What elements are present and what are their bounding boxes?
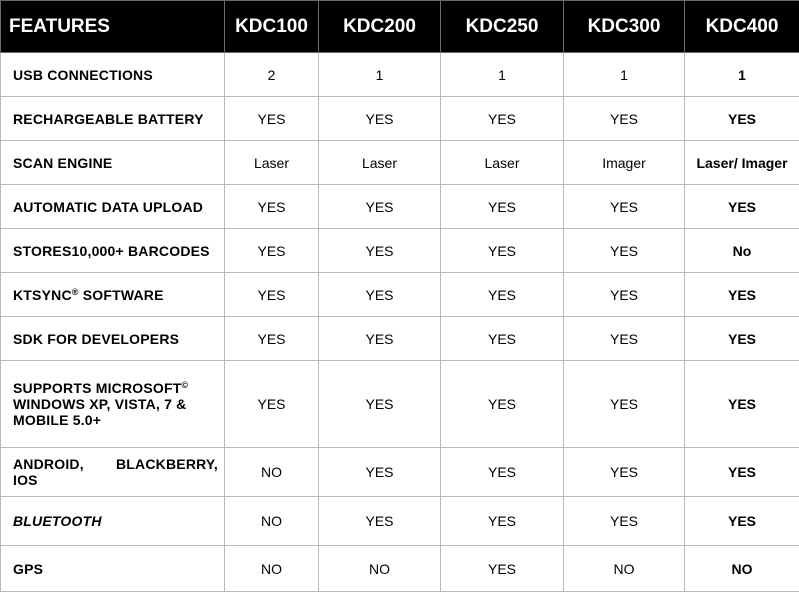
table-cell: YES: [685, 317, 799, 361]
table-cell: YES: [319, 361, 441, 448]
feature-label-suffix: SOFTWARE: [78, 286, 164, 303]
feature-label: USB CONNECTIONS: [1, 53, 225, 97]
table-row: [1, 546, 799, 592]
table-cell: 1: [564, 53, 685, 97]
table-cell: YES: [564, 361, 685, 448]
table-cell: YES: [441, 273, 564, 317]
table-row: [1, 53, 799, 97]
table-cell: YES: [441, 185, 564, 229]
header-model: KDC400: [685, 1, 799, 53]
table-cell: YES: [225, 97, 319, 141]
table-cell: Imager: [564, 141, 685, 185]
table-cell: YES: [319, 317, 441, 361]
header-features: FEATURES: [1, 1, 225, 53]
table-cell: YES: [319, 273, 441, 317]
header-model: KDC100: [225, 1, 319, 53]
table-cell: YES: [685, 497, 799, 546]
table-cell: No: [685, 229, 799, 273]
table-row: [1, 185, 799, 229]
header-row: [1, 1, 799, 53]
table-row: [1, 141, 799, 185]
table-cell: YES: [564, 497, 685, 546]
table-cell: YES: [685, 185, 799, 229]
table-cell: YES: [441, 361, 564, 448]
table-cell: YES: [685, 97, 799, 141]
table-cell: 1: [685, 53, 799, 97]
feature-label: [1, 273, 225, 317]
table-cell: YES: [319, 229, 441, 273]
table-cell: Laser: [319, 141, 441, 185]
header-model: KDC200: [319, 1, 441, 53]
table-cell: YES: [685, 448, 799, 497]
table-cell: NO: [225, 448, 319, 497]
table-cell: YES: [441, 448, 564, 497]
feature-label: STORES10,000+ BARCODES: [1, 229, 225, 273]
table-cell: NO: [564, 546, 685, 592]
table-row: [1, 97, 799, 141]
table-cell: YES: [319, 185, 441, 229]
table-row: [1, 273, 799, 317]
header-model: KDC300: [564, 1, 685, 53]
table-cell: Laser: [225, 141, 319, 185]
table-cell: YES: [319, 448, 441, 497]
feature-label-text: KTSYNC: [13, 286, 72, 303]
table-cell: YES: [564, 317, 685, 361]
table-cell: YES: [225, 273, 319, 317]
table-cell: YES: [225, 229, 319, 273]
feature-label-text: SUPPORTS MICROSOFT: [13, 380, 182, 396]
copyright-mark: ©: [181, 380, 189, 390]
table-cell: YES: [225, 317, 319, 361]
table-cell: 2: [225, 53, 319, 97]
registered-mark: ®: [71, 286, 79, 297]
table-cell: YES: [564, 273, 685, 317]
table-cell: YES: [441, 97, 564, 141]
feature-label: SCAN ENGINE: [1, 141, 225, 185]
feature-label: [1, 361, 225, 448]
table-cell: YES: [685, 361, 799, 448]
table-cell: YES: [225, 361, 319, 448]
feature-label: BLUETOOTH: [1, 497, 225, 546]
table-cell: NO: [685, 546, 799, 592]
table-cell: YES: [225, 185, 319, 229]
table-cell: YES: [441, 317, 564, 361]
table-row: [1, 317, 799, 361]
table-cell: YES: [564, 185, 685, 229]
feature-label-suffix: WINDOWS XP, VISTA, 7 & MOBILE 5.0+: [13, 396, 187, 428]
feature-label: SDK FOR DEVELOPERS: [1, 317, 225, 361]
table-cell: 1: [319, 53, 441, 97]
feature-label: RECHARGEABLE BATTERY: [1, 97, 225, 141]
table-cell: YES: [564, 448, 685, 497]
table-row: [1, 361, 799, 448]
table-cell: Laser: [441, 141, 564, 185]
table-cell: 1: [441, 53, 564, 97]
table-cell: NO: [319, 546, 441, 592]
table-cell: YES: [685, 273, 799, 317]
feature-label: GPS: [1, 546, 225, 592]
feature-label: AUTOMATIC DATA UPLOAD: [1, 185, 225, 229]
table-cell: YES: [564, 229, 685, 273]
table-cell: YES: [441, 497, 564, 546]
feature-label: ANDROID, BLACKBERRY, IOS: [1, 448, 225, 497]
table-cell: YES: [319, 97, 441, 141]
table-row: [1, 497, 799, 546]
table-row: [1, 229, 799, 273]
table-cell: YES: [319, 497, 441, 546]
table-row: [1, 448, 799, 497]
table-cell: Laser/ Imager: [685, 141, 799, 185]
table-cell: YES: [441, 229, 564, 273]
table-cell: NO: [225, 497, 319, 546]
table-cell: YES: [441, 546, 564, 592]
table-cell: NO: [225, 546, 319, 592]
table-cell: YES: [564, 97, 685, 141]
header-model: KDC250: [441, 1, 564, 53]
